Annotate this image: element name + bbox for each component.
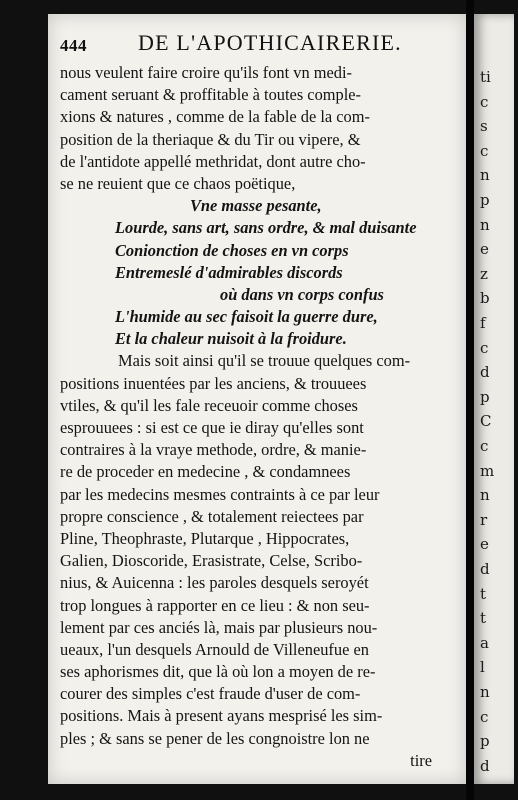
paragraph-line: positions inuentées par les anciens, & trouuees: [60, 373, 367, 393]
facing-page-letter: ti: [480, 68, 491, 86]
facing-page-letter: r: [480, 510, 488, 529]
paragraph-line: propre conscience , & totalement reiectees par: [60, 506, 364, 526]
facing-page-letter: n: [480, 166, 490, 185]
text-line: xions & natures , comme de la fable de la com-: [60, 107, 370, 127]
catchword: tire: [410, 750, 432, 770]
facing-page-letter: c: [480, 338, 489, 357]
paragraph-line: trop longues à rapporter en ce lieu : & non seu-: [60, 595, 370, 615]
paragraph-line: positions. Mais à present ayans mesprisé les sim-: [60, 706, 383, 726]
facing-page-letter: n: [480, 215, 490, 234]
facing-page-letter: c: [480, 92, 489, 111]
facing-page-letter: c: [480, 141, 489, 160]
paragraph-line: Mais soit ainsi qu'il se trouue quelques com-: [118, 351, 411, 371]
verse-line: Entremeslé d'admirables discords: [115, 262, 343, 282]
text-line: cament seruant & proffitable à toutes comple-: [60, 85, 361, 105]
facing-page-letter: s: [480, 117, 488, 136]
facing-page-letter: e: [480, 240, 489, 259]
facing-page-letter: p: [480, 387, 490, 406]
paragraph-line: esprouuees : si est ce que ie diray qu'elles sont: [60, 418, 364, 437]
page-number: 444: [60, 36, 87, 55]
facing-page-letter: d: [480, 363, 490, 382]
paragraph-line: courer des simples c'est fraude d'user de com-: [60, 684, 361, 704]
paragraph-line: nius, & Auicenna : les paroles desquels seroyét: [60, 573, 369, 593]
paragraph-line: ples ; & sans se pener de les congnoistre lon ne: [60, 728, 370, 748]
facing-page-letter: n: [480, 486, 490, 505]
paragraph-line: ueaux, l'un desquels Arnould de Villeneufue en: [60, 639, 369, 659]
facing-page-letter: z: [480, 264, 488, 283]
verse-line: L'humide au sec faisoit la guerre dure,: [115, 307, 378, 327]
paragraph-line: Galien, Dioscoride, Erasistrate, Celse, Scribo-: [60, 551, 363, 571]
text-line: se ne reuient que ce chaos poëtique,: [60, 173, 296, 193]
page-header: [60, 30, 430, 58]
facing-page-letter: b: [480, 289, 490, 308]
book-gutter: [466, 0, 474, 800]
paragraph-line: lement par ces anciés là, mais par plusieurs nou-: [60, 617, 378, 637]
facing-page-letter: t: [480, 609, 487, 628]
facing-page-letter: p: [480, 732, 490, 751]
facing-page-letter: n: [480, 683, 490, 701]
text-line: de l'antidote appellé methridat, dont autre cho-: [60, 151, 366, 171]
facing-page-letter: m: [480, 461, 495, 480]
page-text: [60, 62, 450, 772]
facing-page-letter: C: [480, 412, 492, 431]
paragraph-line: contraires à la vraye methode, ordre, & manie-: [60, 440, 367, 460]
verse-line: Conionction de choses en vn corps: [115, 240, 349, 260]
text-line: position de la theriaque & du Tir ou vipere, &: [60, 129, 361, 149]
running-head-title: DE L'APOTHICAIRERIE.: [138, 30, 402, 55]
verse-line: Et la chaleur nuisoit à la froidure.: [115, 329, 347, 349]
paragraph-line: vtiles, & qu'il les fale receuoir comme choses: [60, 395, 358, 415]
verse-line: où dans vn corps confus: [220, 284, 384, 304]
facing-page-letter: f: [480, 314, 486, 332]
verse-line: Vne masse pesante,: [190, 196, 322, 216]
facing-page-letter: a: [480, 633, 489, 652]
paragraph-line: re de proceder en medecine , & condamnees: [60, 462, 351, 482]
facing-page-letter: t: [480, 584, 487, 603]
facing-page-fragment: [474, 14, 514, 784]
paragraph-line: Pline, Theophraste, Plutarque , Hippocrates,: [60, 528, 350, 548]
facing-page-letter: d: [480, 756, 490, 775]
text-line: nous veulent faire croire qu'ils font vn medi-: [60, 63, 352, 82]
facing-page-letter: c: [480, 707, 489, 726]
facing-page-letter: c: [480, 437, 489, 455]
facing-page-letter: e: [480, 535, 489, 554]
facing-page-letter: l: [480, 658, 485, 677]
verse-line: Lourde, sans art, sans ordre, & mal duisante: [115, 218, 417, 238]
paragraph-line: ses aphorismes dit, que là où lon a moyen de re-: [60, 662, 376, 682]
paragraph-line: par les medecins mesmes contraints à ce par leur: [60, 484, 380, 504]
facing-page-letter: d: [480, 560, 490, 578]
facing-page-letter: p: [480, 191, 490, 209]
